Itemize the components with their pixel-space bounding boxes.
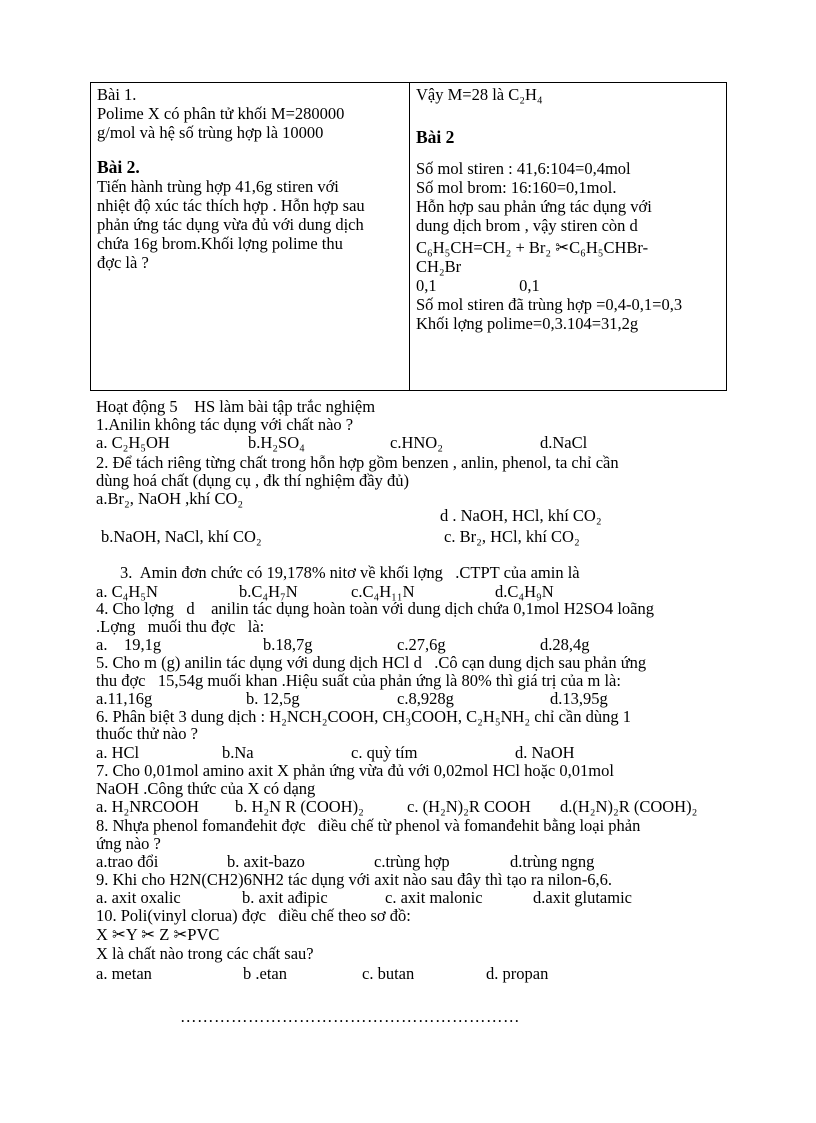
q6-option-c: c. quỳ tím	[351, 743, 418, 762]
activity-heading: Hoạt động 5 HS làm bài tập trắc nghiệm	[96, 397, 376, 416]
q3-option-d: d.C₄H₉N	[495, 582, 554, 601]
mol-line: 0,1 0,1	[416, 276, 540, 295]
answer-line: Số mol stiren đã trùng hợp =0,4-0,1=0,3	[416, 295, 683, 314]
q2-option-d: d . NaOH, HCl, khí CO₂	[440, 506, 602, 525]
q6-option-a: a. HCl	[96, 743, 140, 762]
q9-option-a: a. axit oxalic	[96, 888, 181, 907]
q4-option-b: b.18,7g	[263, 635, 313, 654]
q3-option-a: a. C₄H₅N	[96, 582, 158, 601]
q10-option-b: b .etan	[243, 964, 287, 983]
q1-option-d: d.NaCl	[540, 433, 588, 452]
q3-option-b: b.C₄H₇N	[239, 582, 298, 601]
q2-line2: dùng hoá chất (dụng cụ , đk thí nghiệm đầy đủ)	[96, 471, 409, 490]
q3-option-c: c.C₄H₁₁N	[351, 582, 415, 601]
q3-text: 3. Amin đơn chức có 19,178% nitơ về khối lợng .CTPT của amin là	[120, 563, 580, 582]
reaction-line: C₆H₅CH=CH₂ + Br₂ ✂C₆H₅CHBr-	[416, 238, 649, 257]
q7-option-a: a. H₂NRCOOH	[96, 797, 199, 816]
q8-option-a: a.trao đổi	[96, 852, 159, 871]
footer-dots: ……………………………………………………	[180, 1007, 520, 1026]
bai2-title: Bài 2.	[97, 157, 140, 177]
q7-option-c: c. (H₂N)₂R COOH	[407, 797, 531, 816]
q7-option-d: d.(H₂N)₂R (COOH)₂	[560, 797, 698, 816]
bai2-answer-title: Bài 2	[416, 127, 455, 147]
q10-option-c: c. butan	[362, 964, 415, 983]
answer-line: Số mol stiren : 41,6:104=0,4mol	[416, 159, 631, 178]
q5-option-a: a.11,16g	[96, 689, 153, 708]
solution-table	[90, 82, 727, 391]
bai2-line: nhiệt độ xúc tác thích hợp . Hỗn hợp sau	[97, 196, 365, 215]
q2-option-a: a.Br₂, NaOH ,khí CO₂	[96, 489, 244, 508]
q1-option-b: b.H₂SO₄	[248, 433, 305, 452]
q6-option-d: d. NaOH	[515, 743, 575, 762]
bai1-line: g/mol và hệ số trùng hợp là 10000	[97, 123, 324, 142]
q2-option-b: b.NaOH, NaCl, khí CO₂	[101, 527, 262, 546]
answer-line: Vậy M=28 là C₂H₄	[416, 85, 543, 104]
answer-line: Hỗn hợp sau phản ứng tác dụng với	[416, 197, 652, 216]
q8-option-c: c.trùng hợp	[374, 852, 450, 871]
q10-line1: 10. Poli(vinyl clorua) đợc điều chế theo sơ đồ:	[96, 906, 411, 925]
bai1-title: Bài 1.	[97, 85, 137, 104]
q8-line1: 8. Nhựa phenol fomanđehit đợc điều chế từ phenol và fomanđehit bằng loại phản	[96, 816, 641, 835]
q6-line1: 6. Phân biệt 3 dung dịch : H₂NCH₂COOH, CH₃COOH, C₂H₅NH₂ chỉ cần dùng 1	[96, 707, 631, 726]
q5-option-d: d.13,95g	[550, 689, 608, 708]
q5-option-b: b. 12,5g	[246, 689, 300, 708]
q8-option-d: d.trùng ngng	[510, 852, 595, 871]
q5-option-c: c.8,928g	[397, 689, 454, 708]
q4-option-a: a. 19,1g	[96, 635, 162, 654]
q4-option-c: c.27,6g	[397, 635, 446, 654]
q10-scheme: X ✂Y ✂ Z ✂PVC	[96, 925, 220, 944]
answer-line: dung dịch brom , vậy stiren còn d	[416, 216, 638, 235]
q2-option-c: c. Br₂, HCl, khí CO₂	[444, 527, 580, 546]
answer-line: Số mol brom: 16:160=0,1mol.	[416, 178, 617, 197]
q8-line2: ứng nào ?	[96, 834, 161, 853]
q9-option-b: b. axit ađipic	[242, 888, 328, 907]
q9-option-c: c. axit malonic	[385, 888, 483, 907]
q4-line2: .Lợng muối thu đợc là:	[96, 617, 265, 636]
q5-line2: thu đợc 15,54g muối khan .Hiệu suất của phản ứng là 80% thì giá trị của m là:	[96, 671, 621, 690]
bai2-line: Tiến hành trùng hợp 41,6g stiren với	[97, 177, 339, 196]
bai2-line: chứa 16g brom.Khối lợng polime thu	[97, 234, 343, 253]
bai2-line: phản ứng tác dụng vừa đủ với dung dịch	[97, 215, 364, 234]
q10-option-d: d. propan	[486, 964, 549, 983]
q1-option-a: a. C₂H₅OH	[96, 433, 170, 452]
q6-option-b: b.Na	[222, 743, 254, 762]
q10-option-a: a. metan	[96, 964, 152, 983]
answer-line: Khối lợng polime=0,3.104=31,2g	[416, 314, 639, 333]
table-divider	[409, 83, 410, 390]
q10-line3: X là chất nào trong các chất sau?	[96, 944, 314, 963]
q6-line2: thuốc thử nào ?	[96, 724, 198, 743]
q5-line1: 5. Cho m (g) anilin tác dụng với dung dịch HCl d .Cô cạn dung dịch sau phản ứng	[96, 653, 647, 672]
q7-option-b: b. H₂N R (COOH)₂	[235, 797, 364, 816]
table-right-cell	[416, 85, 722, 333]
q7-line2: NaOH .Công thức của X có dạng	[96, 779, 316, 798]
q1-text: 1.Anilin không tác dụng với chất nào ?	[96, 415, 354, 434]
bai2-line: đợc là ?	[97, 253, 149, 272]
reaction-line: CH₂Br	[416, 257, 462, 276]
bai1-line: Polime X có phân tử khối M=280000	[97, 104, 345, 123]
q4-option-d: d.28,4g	[540, 635, 590, 654]
table-left-cell	[97, 85, 402, 272]
q2-line1: 2. Để tách riêng từng chất trong hỗn hợp gồm benzen , anlin, phenol, ta chỉ cần	[96, 453, 619, 472]
q8-option-b: b. axit-bazo	[227, 852, 305, 871]
q4-line1: 4. Cho lợng d anilin tác dụng hoàn toàn với dung dịch chứa 0,1mol H2SO4 loãng	[96, 599, 654, 618]
q1-option-c: c.HNO₂	[390, 433, 443, 452]
q9-option-d: d.axit glutamic	[533, 888, 632, 907]
q7-line1: 7. Cho 0,01mol amino axit X phản ứng vừa đủ với 0,02mol HCl hoặc 0,01mol	[96, 761, 614, 780]
q9-text: 9. Khi cho H2N(CH2)6NH2 tác dụng với axit nào sau đây thì tạo ra nilon-6,6.	[96, 870, 613, 889]
